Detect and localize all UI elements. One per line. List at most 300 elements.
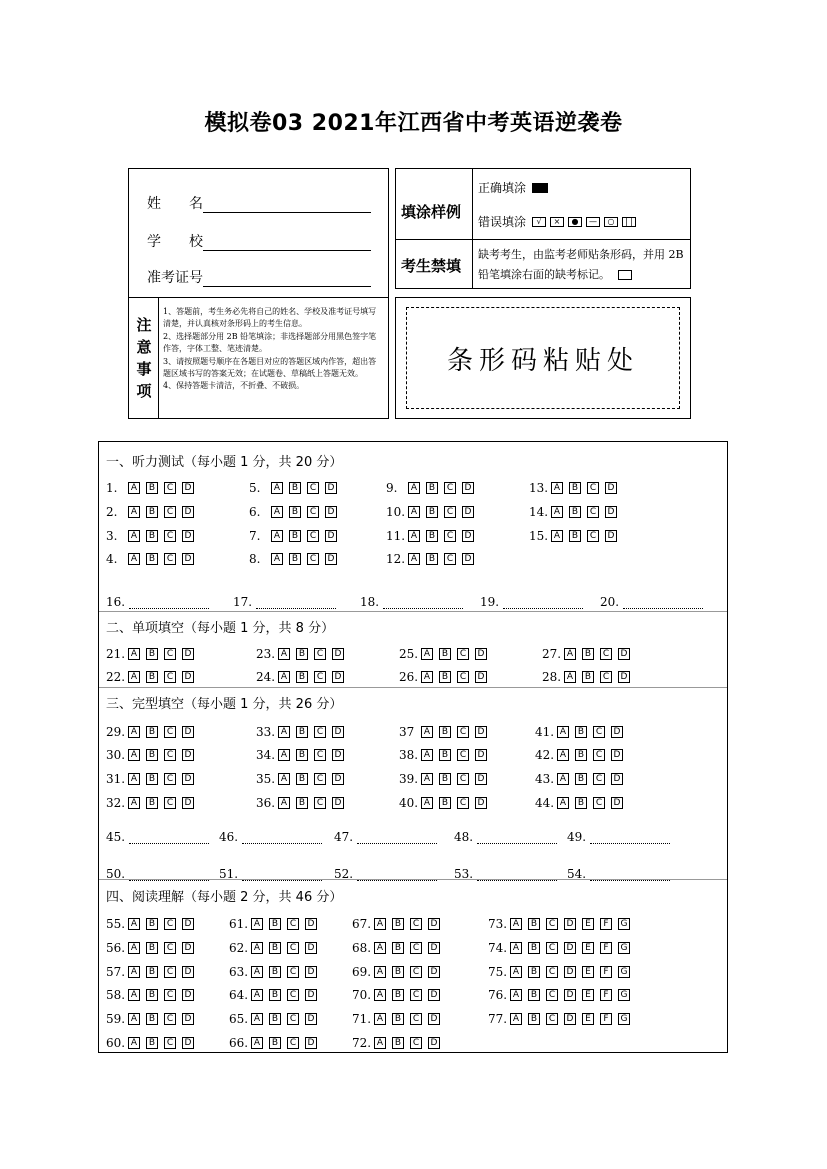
option-bubble[interactable]: C: [314, 726, 326, 738]
option-bubble[interactable]: D: [332, 671, 344, 683]
option-bubble[interactable]: B: [392, 1037, 404, 1049]
option-bubble[interactable]: G: [618, 1013, 630, 1025]
option-bubble[interactable]: B: [289, 482, 301, 494]
option-bubble[interactable]: F: [600, 1013, 612, 1025]
option-bubble[interactable]: D: [564, 966, 576, 978]
option-bubble[interactable]: A: [551, 506, 563, 518]
option-bubble[interactable]: D: [182, 773, 194, 785]
option-bubble[interactable]: B: [528, 942, 540, 954]
option-bubble[interactable]: D: [462, 482, 474, 494]
option-bubble[interactable]: C: [164, 530, 176, 542]
option-bubble[interactable]: D: [462, 553, 474, 565]
option-bubble[interactable]: C: [546, 942, 558, 954]
option-bubble[interactable]: D: [462, 530, 474, 542]
school-field[interactable]: [147, 231, 371, 251]
option-bubble[interactable]: D: [182, 506, 194, 518]
option-bubble[interactable]: C: [410, 1013, 422, 1025]
option-bubble[interactable]: A: [128, 966, 140, 978]
option-bubble[interactable]: D: [325, 553, 337, 565]
option-bubble[interactable]: A: [564, 648, 576, 660]
option-bubble[interactable]: C: [593, 773, 605, 785]
option-bubble[interactable]: D: [611, 773, 623, 785]
option-bubble[interactable]: C: [307, 553, 319, 565]
blank-line[interactable]: [242, 833, 322, 844]
option-bubble[interactable]: A: [251, 989, 263, 1001]
option-bubble[interactable]: B: [296, 749, 308, 761]
option-bubble[interactable]: B: [575, 773, 587, 785]
option-bubble[interactable]: B: [269, 1013, 281, 1025]
option-bubble[interactable]: C: [587, 482, 599, 494]
option-bubble[interactable]: F: [600, 942, 612, 954]
option-bubble[interactable]: B: [296, 648, 308, 660]
option-bubble[interactable]: E: [582, 942, 594, 954]
option-bubble[interactable]: C: [457, 797, 469, 809]
option-bubble[interactable]: A: [408, 530, 420, 542]
option-bubble[interactable]: B: [528, 989, 540, 1001]
option-bubble[interactable]: A: [128, 648, 140, 660]
option-bubble[interactable]: C: [457, 648, 469, 660]
option-bubble[interactable]: C: [307, 482, 319, 494]
blank-48[interactable]: [454, 830, 557, 844]
blank-line[interactable]: [129, 833, 209, 844]
option-bubble[interactable]: A: [557, 749, 569, 761]
option-bubble[interactable]: B: [146, 530, 158, 542]
option-bubble[interactable]: A: [557, 726, 569, 738]
option-bubble[interactable]: C: [410, 1037, 422, 1049]
option-bubble[interactable]: G: [618, 989, 630, 1001]
blank-49[interactable]: [567, 830, 670, 844]
option-bubble[interactable]: C: [410, 989, 422, 1001]
option-bubble[interactable]: C: [314, 648, 326, 660]
option-bubble[interactable]: C: [546, 1013, 558, 1025]
option-bubble[interactable]: A: [374, 1037, 386, 1049]
option-bubble[interactable]: B: [392, 942, 404, 954]
option-bubble[interactable]: B: [575, 797, 587, 809]
blank-line[interactable]: [256, 598, 336, 609]
option-bubble[interactable]: A: [251, 966, 263, 978]
option-bubble[interactable]: C: [287, 1037, 299, 1049]
option-bubble[interactable]: B: [146, 1037, 158, 1049]
option-bubble[interactable]: B: [146, 648, 158, 660]
option-bubble[interactable]: C: [600, 671, 612, 683]
option-bubble[interactable]: C: [410, 942, 422, 954]
option-bubble[interactable]: B: [269, 966, 281, 978]
option-bubble[interactable]: B: [269, 918, 281, 930]
option-bubble[interactable]: A: [128, 797, 140, 809]
option-bubble[interactable]: C: [164, 918, 176, 930]
option-bubble[interactable]: B: [575, 749, 587, 761]
option-bubble[interactable]: C: [457, 726, 469, 738]
option-bubble[interactable]: A: [271, 553, 283, 565]
option-bubble[interactable]: C: [314, 797, 326, 809]
option-bubble[interactable]: C: [307, 530, 319, 542]
blank-line[interactable]: [503, 598, 583, 609]
question-number: 72.: [352, 1036, 372, 1050]
option-bubble[interactable]: D: [325, 506, 337, 518]
question-number: 67.: [352, 917, 372, 931]
exam-id-field[interactable]: [147, 267, 371, 287]
option-bubble[interactable]: C: [287, 918, 299, 930]
option-bubble[interactable]: A: [421, 749, 433, 761]
blank-51[interactable]: [219, 867, 322, 881]
option-bubble[interactable]: D: [305, 1037, 317, 1049]
option-bubble[interactable]: F: [600, 918, 612, 930]
option-bubble[interactable]: A: [271, 530, 283, 542]
blank-line[interactable]: [623, 598, 703, 609]
option-bubble[interactable]: A: [128, 1037, 140, 1049]
option-bubble[interactable]: B: [575, 726, 587, 738]
option-bubble[interactable]: B: [439, 671, 451, 683]
option-bubble[interactable]: D: [428, 1013, 440, 1025]
blank-line[interactable]: [590, 833, 670, 844]
option-bubble[interactable]: C: [287, 989, 299, 1001]
option-bubble[interactable]: B: [269, 989, 281, 1001]
blank-50[interactable]: [106, 867, 209, 881]
option-bubble[interactable]: B: [146, 918, 158, 930]
option-bubble[interactable]: D: [605, 530, 617, 542]
absent-mark[interactable]: [618, 270, 632, 280]
option-bubble[interactable]: A: [128, 506, 140, 518]
option-bubble[interactable]: A: [271, 506, 283, 518]
option-bubble[interactable]: A: [421, 773, 433, 785]
option-bubble[interactable]: A: [278, 797, 290, 809]
option-bubble[interactable]: A: [128, 530, 140, 542]
option-bubble[interactable]: A: [251, 918, 263, 930]
option-bubble[interactable]: C: [164, 942, 176, 954]
option-bubble[interactable]: C: [457, 749, 469, 761]
option-bubble[interactable]: B: [289, 553, 301, 565]
option-bubble[interactable]: C: [410, 918, 422, 930]
option-bubble[interactable]: F: [600, 989, 612, 1001]
option-bubble[interactable]: A: [374, 989, 386, 1001]
option-bubble[interactable]: B: [582, 648, 594, 660]
option-bubble[interactable]: A: [564, 671, 576, 683]
option-bubble[interactable]: B: [426, 530, 438, 542]
option-bubble[interactable]: B: [289, 506, 301, 518]
option-bubble[interactable]: G: [618, 966, 630, 978]
option-bubble[interactable]: B: [146, 797, 158, 809]
option-bubble[interactable]: C: [164, 989, 176, 1001]
blank-18[interactable]: [360, 595, 463, 609]
option-bubble[interactable]: C: [444, 530, 456, 542]
option-bubble[interactable]: C: [164, 553, 176, 565]
option-bubble[interactable]: D: [428, 966, 440, 978]
option-bubble[interactable]: C: [164, 648, 176, 660]
option-bubble[interactable]: E: [582, 989, 594, 1001]
option-bubble[interactable]: A: [128, 749, 140, 761]
option-bubble[interactable]: A: [374, 942, 386, 954]
option-bubble[interactable]: B: [296, 773, 308, 785]
option-bubble[interactable]: D: [332, 797, 344, 809]
option-bubble[interactable]: A: [251, 942, 263, 954]
option-bubble[interactable]: C: [164, 1013, 176, 1025]
option-bubble[interactable]: D: [305, 989, 317, 1001]
option-bubble[interactable]: B: [146, 482, 158, 494]
option-bubble[interactable]: D: [475, 671, 487, 683]
option-bubble[interactable]: D: [564, 918, 576, 930]
blank-line[interactable]: [383, 598, 463, 609]
blank-16[interactable]: [106, 595, 209, 609]
option-bubble[interactable]: B: [569, 506, 581, 518]
option-bubble[interactable]: B: [426, 482, 438, 494]
option-bubble[interactable]: D: [475, 749, 487, 761]
option-bubble[interactable]: B: [439, 749, 451, 761]
option-bubble[interactable]: D: [332, 648, 344, 660]
name-field[interactable]: [147, 193, 371, 213]
option-bubble[interactable]: A: [510, 1013, 522, 1025]
option-bubble[interactable]: C: [457, 773, 469, 785]
option-bubble[interactable]: C: [546, 989, 558, 1001]
option-bubble[interactable]: D: [305, 918, 317, 930]
option-bubble[interactable]: B: [569, 482, 581, 494]
option-bubble[interactable]: D: [605, 506, 617, 518]
option-bubble[interactable]: D: [564, 1013, 576, 1025]
option-bubble[interactable]: A: [374, 918, 386, 930]
option-bubble[interactable]: A: [557, 773, 569, 785]
option-bubble[interactable]: C: [287, 1013, 299, 1025]
option-bubble[interactable]: C: [587, 530, 599, 542]
option-bubble[interactable]: A: [271, 482, 283, 494]
option-bubble[interactable]: D: [564, 942, 576, 954]
blank-47[interactable]: [334, 830, 437, 844]
option-bubble[interactable]: D: [475, 773, 487, 785]
option-bubble[interactable]: B: [392, 1013, 404, 1025]
option-bubble[interactable]: A: [251, 1013, 263, 1025]
option-bubble[interactable]: D: [611, 797, 623, 809]
blank-line[interactable]: [477, 870, 557, 881]
option-bubble[interactable]: B: [296, 671, 308, 683]
option-bubble[interactable]: A: [278, 648, 290, 660]
option-bubble[interactable]: D: [428, 1037, 440, 1049]
option-bubble[interactable]: C: [314, 671, 326, 683]
option-bubble[interactable]: D: [462, 506, 474, 518]
option-bubble[interactable]: D: [305, 966, 317, 978]
option-bubble[interactable]: D: [182, 530, 194, 542]
option-bubble[interactable]: D: [325, 530, 337, 542]
blank-46[interactable]: [219, 830, 322, 844]
option-bubble[interactable]: B: [426, 553, 438, 565]
option-bubble[interactable]: B: [269, 1037, 281, 1049]
option-bubble[interactable]: A: [374, 1013, 386, 1025]
option-bubble[interactable]: A: [128, 773, 140, 785]
option-bubble[interactable]: A: [278, 671, 290, 683]
option-bubble[interactable]: D: [332, 749, 344, 761]
option-bubble[interactable]: A: [128, 553, 140, 565]
option-bubble[interactable]: C: [314, 749, 326, 761]
option-bubble[interactable]: C: [287, 942, 299, 954]
option-bubble[interactable]: C: [444, 553, 456, 565]
option-bubble[interactable]: D: [182, 966, 194, 978]
blank-52[interactable]: [334, 867, 437, 881]
option-bubble[interactable]: D: [182, 918, 194, 930]
option-bubble[interactable]: A: [510, 942, 522, 954]
option-bubble[interactable]: D: [564, 989, 576, 1001]
option-bubble[interactable]: A: [510, 966, 522, 978]
option-bubble[interactable]: A: [374, 966, 386, 978]
option-bubble[interactable]: B: [528, 918, 540, 930]
option-bubble[interactable]: C: [164, 773, 176, 785]
option-bubble[interactable]: D: [332, 773, 344, 785]
option-bubble[interactable]: C: [314, 773, 326, 785]
blank-20[interactable]: [600, 595, 703, 609]
blank-line[interactable]: [129, 870, 209, 881]
option-bubble[interactable]: B: [528, 1013, 540, 1025]
option-bubble[interactable]: D: [475, 726, 487, 738]
option-bubble[interactable]: B: [528, 966, 540, 978]
option-bubble[interactable]: G: [618, 918, 630, 930]
option-bubble[interactable]: A: [128, 989, 140, 1001]
option-bubble[interactable]: B: [146, 1013, 158, 1025]
blank-54[interactable]: [567, 867, 670, 881]
option-bubble[interactable]: C: [546, 918, 558, 930]
option-bubble[interactable]: A: [421, 671, 433, 683]
option-bubble[interactable]: D: [182, 482, 194, 494]
blank-line[interactable]: [242, 870, 322, 881]
option-bubble[interactable]: D: [182, 1013, 194, 1025]
option-bubble[interactable]: D: [325, 482, 337, 494]
blank-line[interactable]: [357, 870, 437, 881]
blank-45[interactable]: [106, 830, 209, 844]
option-bubble[interactable]: C: [457, 671, 469, 683]
option-bubble[interactable]: C: [546, 966, 558, 978]
option-bubble[interactable]: C: [164, 749, 176, 761]
option-bubble[interactable]: C: [593, 797, 605, 809]
option-bubble[interactable]: D: [332, 726, 344, 738]
option-bubble[interactable]: D: [182, 648, 194, 660]
option-bubble[interactable]: D: [475, 648, 487, 660]
option-bubble[interactable]: A: [408, 553, 420, 565]
option-bubble[interactable]: C: [164, 506, 176, 518]
option-bubble[interactable]: C: [164, 797, 176, 809]
blank-19[interactable]: [480, 595, 583, 609]
option-bubble[interactable]: D: [182, 749, 194, 761]
option-bubble[interactable]: B: [146, 942, 158, 954]
option-bubble[interactable]: B: [439, 726, 451, 738]
option-bubble[interactable]: A: [557, 797, 569, 809]
option-bubble[interactable]: B: [392, 918, 404, 930]
option-bubble[interactable]: A: [128, 726, 140, 738]
blank-17[interactable]: [233, 595, 336, 609]
option-bubble[interactable]: A: [408, 506, 420, 518]
option-bubble[interactable]: A: [128, 1013, 140, 1025]
option-bubble[interactable]: D: [428, 942, 440, 954]
option-bubble[interactable]: E: [582, 966, 594, 978]
option-bubble[interactable]: D: [182, 671, 194, 683]
question-26: [399, 670, 493, 684]
option-bubble[interactable]: B: [289, 530, 301, 542]
option-bubble[interactable]: C: [444, 506, 456, 518]
option-bubble[interactable]: D: [182, 989, 194, 1001]
blank-line[interactable]: [357, 833, 437, 844]
option-bubble[interactable]: B: [582, 671, 594, 683]
option-bubble[interactable]: B: [569, 530, 581, 542]
option-bubble[interactable]: A: [421, 726, 433, 738]
option-bubble[interactable]: A: [421, 797, 433, 809]
option-bubble[interactable]: D: [611, 726, 623, 738]
option-bubble[interactable]: B: [269, 942, 281, 954]
option-bubble[interactable]: C: [444, 482, 456, 494]
option-bubble[interactable]: C: [593, 726, 605, 738]
option-bubble[interactable]: D: [605, 482, 617, 494]
blank-line[interactable]: [129, 598, 209, 609]
option-bubble[interactable]: C: [587, 506, 599, 518]
option-bubble[interactable]: A: [128, 671, 140, 683]
option-bubble[interactable]: D: [428, 918, 440, 930]
option-bubble[interactable]: A: [278, 773, 290, 785]
option-bubble[interactable]: C: [164, 966, 176, 978]
option-bubble[interactable]: C: [307, 506, 319, 518]
option-bubble[interactable]: B: [146, 749, 158, 761]
option-bubble[interactable]: A: [551, 482, 563, 494]
option-bubble[interactable]: D: [428, 989, 440, 1001]
option-bubble[interactable]: B: [439, 648, 451, 660]
option-bubble[interactable]: B: [146, 553, 158, 565]
option-bubble[interactable]: A: [408, 482, 420, 494]
option-bubble[interactable]: E: [582, 1013, 594, 1025]
option-bubble[interactable]: D: [611, 749, 623, 761]
option-bubble[interactable]: B: [392, 966, 404, 978]
option-bubble[interactable]: F: [600, 966, 612, 978]
option-bubble[interactable]: A: [128, 482, 140, 494]
option-bubble[interactable]: A: [510, 989, 522, 1001]
option-bubble[interactable]: B: [296, 797, 308, 809]
option-bubble[interactable]: B: [146, 989, 158, 1001]
blank-line[interactable]: [477, 833, 557, 844]
option-bubble[interactable]: C: [410, 966, 422, 978]
option-bubble[interactable]: E: [582, 918, 594, 930]
blank-line[interactable]: [590, 870, 670, 881]
option-bubble[interactable]: B: [426, 506, 438, 518]
option-bubble[interactable]: D: [475, 797, 487, 809]
option-bubble[interactable]: D: [305, 1013, 317, 1025]
option-bubble[interactable]: A: [421, 648, 433, 660]
option-bubble[interactable]: C: [600, 648, 612, 660]
option-bubble[interactable]: C: [593, 749, 605, 761]
option-bubble[interactable]: D: [182, 1037, 194, 1049]
option-bubble[interactable]: A: [551, 530, 563, 542]
option-bubble[interactable]: C: [164, 482, 176, 494]
option-bubble[interactable]: D: [305, 942, 317, 954]
option-bubble[interactable]: A: [510, 918, 522, 930]
option-bubble[interactable]: A: [278, 726, 290, 738]
option-bubble[interactable]: B: [146, 506, 158, 518]
option-bubble[interactable]: B: [146, 966, 158, 978]
option-bubble[interactable]: B: [146, 671, 158, 683]
option-bubble[interactable]: D: [182, 553, 194, 565]
option-bubble[interactable]: A: [128, 942, 140, 954]
option-bubble[interactable]: A: [128, 918, 140, 930]
option-bubble[interactable]: D: [618, 671, 630, 683]
blank-53[interactable]: [454, 867, 557, 881]
option-bubble[interactable]: D: [618, 648, 630, 660]
option-bubble[interactable]: A: [278, 749, 290, 761]
option-bubble[interactable]: A: [251, 1037, 263, 1049]
option-bubble[interactable]: G: [618, 942, 630, 954]
option-bubble[interactable]: C: [164, 671, 176, 683]
option-bubble[interactable]: B: [146, 773, 158, 785]
option-bubble[interactable]: B: [439, 773, 451, 785]
option-bubble[interactable]: D: [182, 797, 194, 809]
option-bubble[interactable]: B: [439, 797, 451, 809]
option-bubble[interactable]: D: [182, 726, 194, 738]
option-bubble[interactable]: C: [287, 966, 299, 978]
option-bubble[interactable]: C: [164, 1037, 176, 1049]
option-bubble[interactable]: C: [164, 726, 176, 738]
option-bubble[interactable]: B: [146, 726, 158, 738]
option-bubble[interactable]: B: [392, 989, 404, 1001]
option-bubble[interactable]: B: [296, 726, 308, 738]
option-bubble[interactable]: D: [182, 942, 194, 954]
